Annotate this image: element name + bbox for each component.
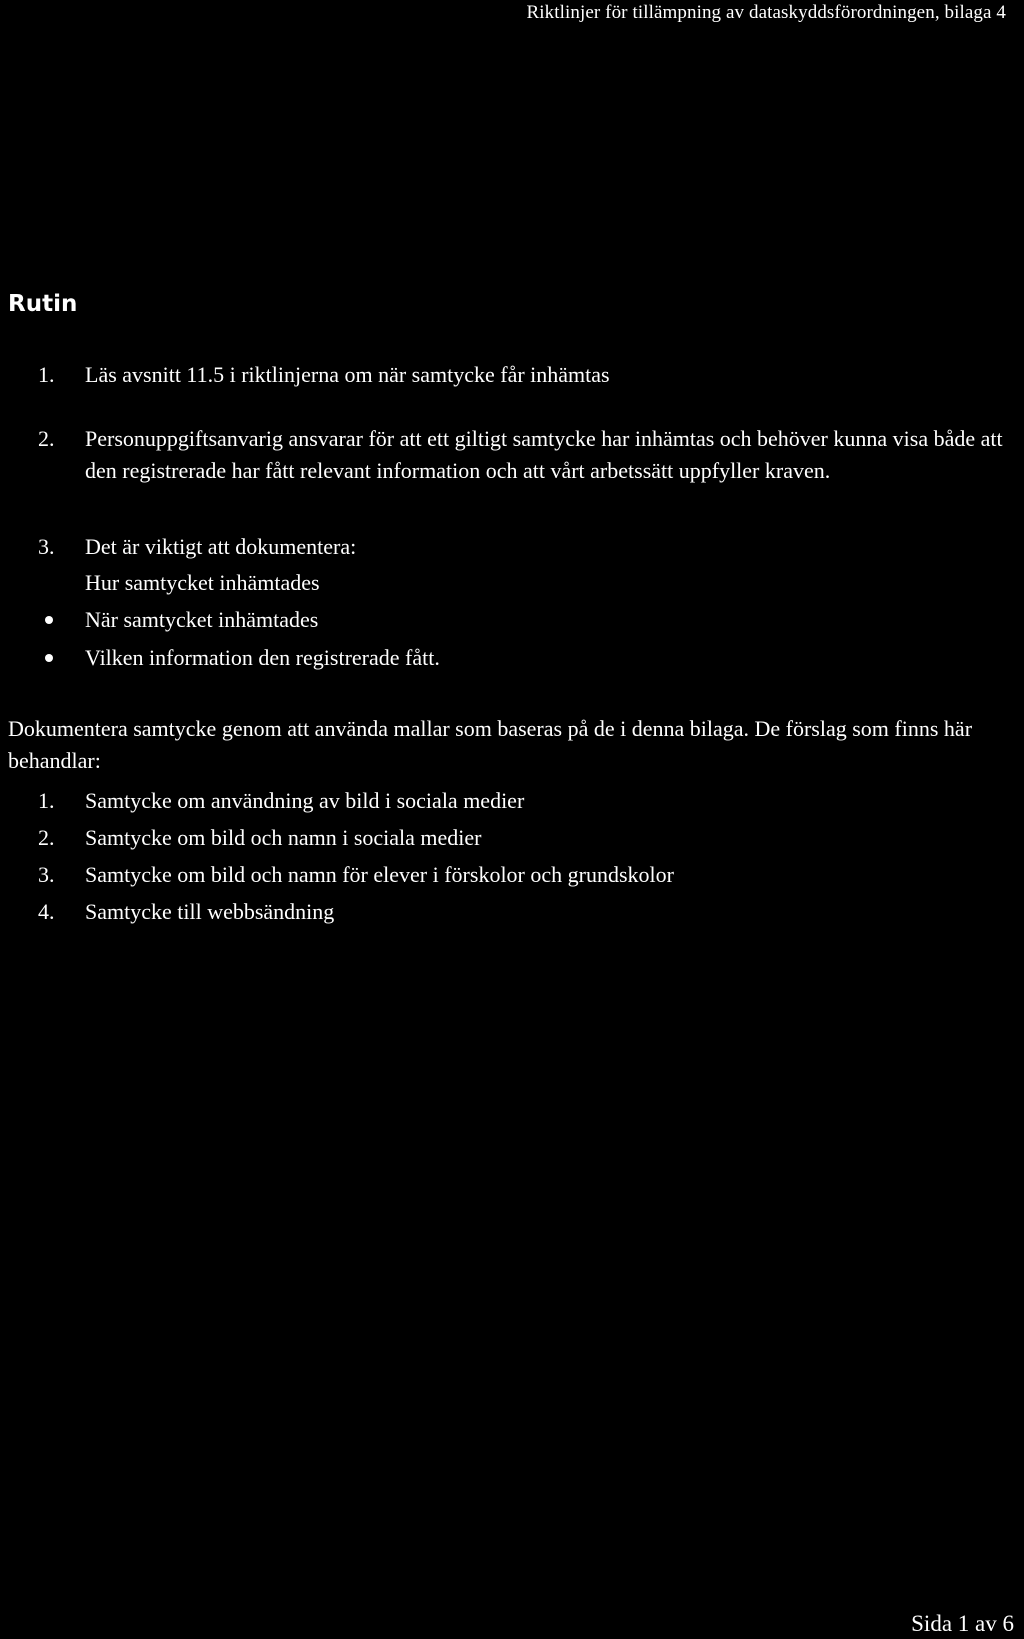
template-text: Samtycke om bild och namn för elever i förskolor och grundskolor <box>85 862 674 887</box>
template-number: 2. <box>38 825 55 850</box>
template-number: 1. <box>38 788 55 813</box>
body-paragraph: Dokumentera samtycke genom att använda mallar som baseras på de i denna bilaga. De förslag som finns här behandlar: <box>8 716 973 773</box>
list-item-text: Hur samtycket inhämtades <box>85 570 320 595</box>
template-text: Samtycke om bild och namn i sociala medier <box>85 825 482 850</box>
template-number: 3. <box>38 862 55 887</box>
step-text: Det är viktigt att dokumentera: <box>85 534 357 559</box>
template-item <box>38 785 1008 817</box>
step-number: 3. <box>38 534 55 559</box>
step-item <box>38 423 1008 487</box>
step-text: Läs avsnitt 11.5 i riktlinjerna om när samtycke får inhämtas <box>85 362 610 387</box>
template-text: Samtycke om användning av bild i sociala medier <box>85 788 525 813</box>
list-item <box>38 604 1008 636</box>
step-item <box>38 531 1008 563</box>
template-item <box>38 822 1008 854</box>
bullet-icon <box>38 642 78 674</box>
template-text: Samtycke till webbsändning <box>85 899 335 924</box>
template-item <box>38 859 1008 891</box>
bullet-icon <box>38 604 78 636</box>
template-number: 4. <box>38 899 55 924</box>
list-item <box>38 567 1008 599</box>
step-number: 1. <box>38 362 55 387</box>
step-item <box>38 359 1008 391</box>
list-item <box>38 642 1008 674</box>
template-item <box>38 896 1008 928</box>
step-number: 2. <box>38 426 55 451</box>
list-item-text: Vilken information den registrerade fått. <box>85 645 440 670</box>
running-header: Riktlinjer för tillämpning av dataskyddsförordningen, bilaga 4 <box>526 2 1006 23</box>
section-heading: Rutin <box>8 291 78 317</box>
step-text: Personuppgiftsanvarig ansvarar för att ett giltigt samtycke har inhämtas och behöver kunna visa både att den registrerade har fått relevant information och att vårt arbetssätt uppfyller kraven. <box>85 426 1003 483</box>
list-item-text: När samtycket inhämtades <box>85 607 319 632</box>
page-number: Sida 1 av 6 <box>911 1611 1014 1636</box>
